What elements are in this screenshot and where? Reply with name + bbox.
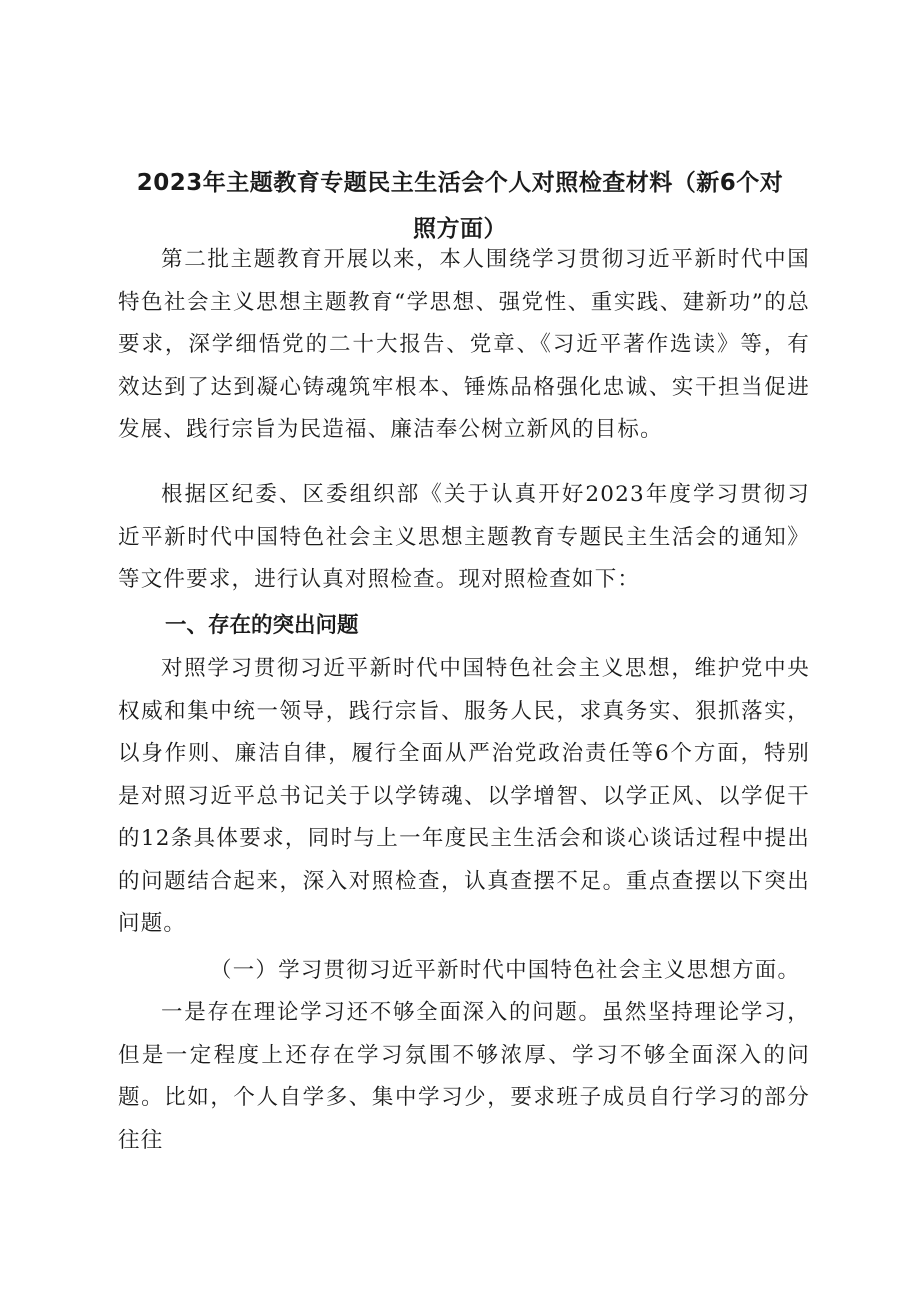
paragraph-study-problem-1: 一是存在理论学习还不够全面深入的问题。虽然坚持理论学习，但是一定程度上还存在学习氛围不够浓厚、学习不够全面深入的问题。比如，个人自学多、集中学习少，要求班子成员自行学习的部分往往 bbox=[118, 1000, 810, 1153]
title-line-1: 2023年主题教育专题民主生活会个人对照检查材料（新6个对 bbox=[136, 170, 784, 196]
paragraph-intro: 第二批主题教育开展以来，本人围绕学习贯彻习近平新时代中国特色社会主义思想主题教育“学思想、强党性、重实践、建新功”的总要求，深学细悟党的二十大报告、党章、《习近平著作选读》等，有效达到了达到凝心铸魂筑牢根本、锤炼品格强化忠诚、实干担当促进发展、践行宗旨为民造福、廉洁奉公树立新风的目标。 bbox=[118, 247, 810, 442]
subsection-heading-study: （一）学习贯彻习近平新时代中国特色社会主义思想方面。 bbox=[210, 958, 801, 983]
section-heading-problems: 一、存在的突出问题 bbox=[165, 613, 359, 638]
paragraph-problems-overview: 对照学习贯彻习近平新时代中国特色社会主义思想，维护党中央权威和集中统一领导，践行宗旨、服务人民，求真务实、狠抓落实，以身作则、廉洁自律，履行全面从严治党政治责任等6个方面，特别是对照习近平总书记关于以学铸魂、以学增智、以学正风、以学促干的12条具体要求，同时与上一年度民主生活会和谈心谈话过程中提出的问题结合起来，深入对照检查，认真查摆不足。重点查摆以下突出问题。 bbox=[118, 656, 810, 936]
title-line-2: 照方面） bbox=[413, 216, 507, 242]
paragraph-basis: 根据区纪委、区委组织部《关于认真开好2023年度学习贯彻习近平新时代中国特色社会主义思想主题教育专题民主生活会的通知》等文件要求，进行认真对照检查。现对照检查如下： bbox=[118, 482, 810, 592]
